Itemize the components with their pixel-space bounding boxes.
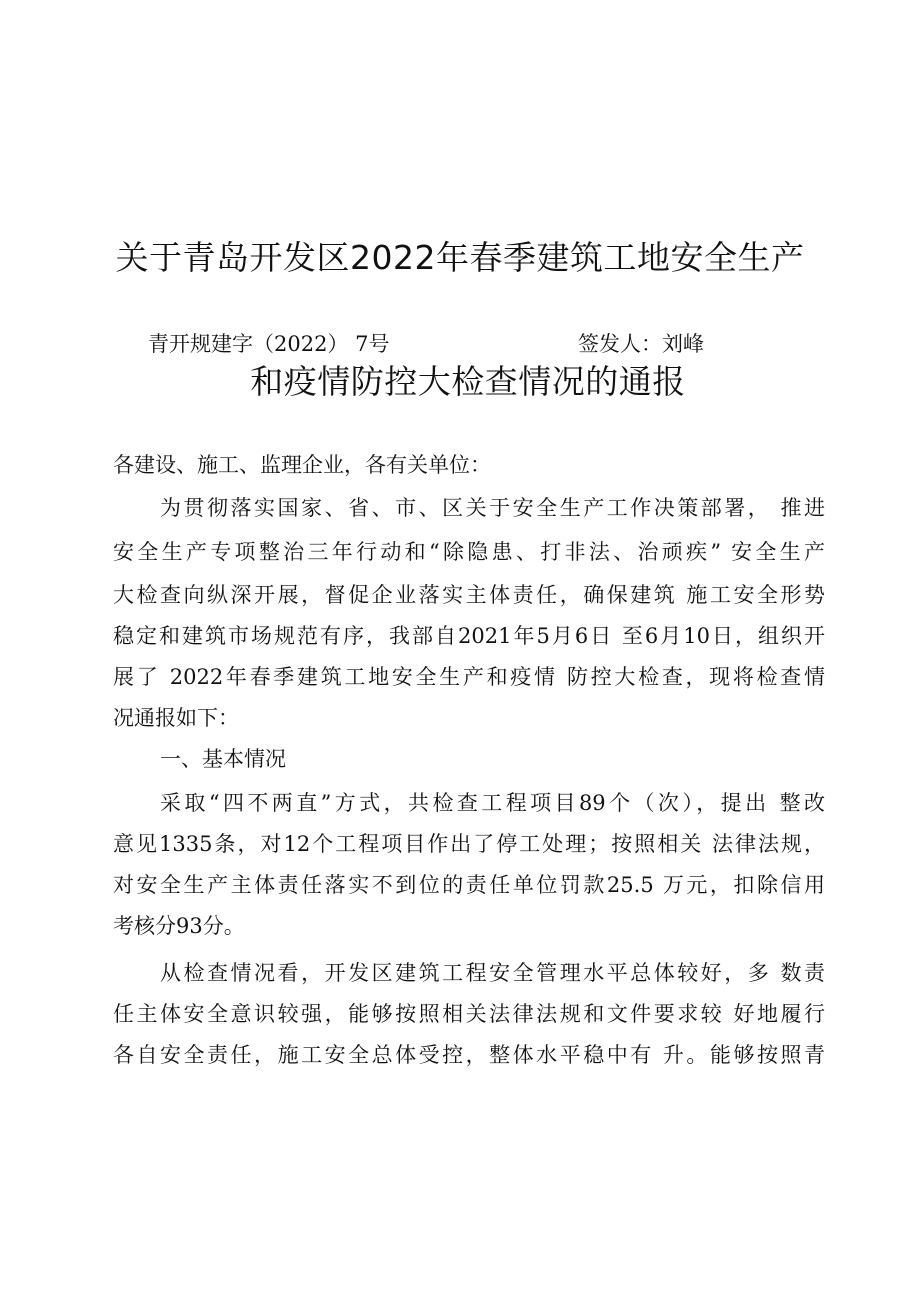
paragraph-line: 况通报如下： xyxy=(113,706,239,730)
paragraph-line: 展了 2022年春季建筑工地安全生产和疫情 防控大检查，现将检查情 xyxy=(113,665,825,689)
document-number: 青开规建字（2022） 7号 xyxy=(148,332,390,356)
salutation: 各建设、施工、监理企业，各有关单位： xyxy=(113,453,491,477)
paragraph-line: 采取“四不两直”方式，共检查工程项目89个（次），提出 整改 xyxy=(160,791,825,815)
paragraph-line: 任主体安全意识较强，能够按照相关法律法规和文件要求较 好地履行 xyxy=(113,1002,825,1026)
document-title-line-1: 关于青岛开发区2022年春季建筑工地安全生产 xyxy=(115,238,805,277)
paragraph-line: 从检查情况看，开发区建筑工程安全管理水平总体较好，多 数责 xyxy=(160,961,825,985)
paragraph-line: 稳定和建筑市场规范有序，我部自2021年5月6日 至6月10日，组织开 xyxy=(113,624,825,648)
paragraph-line: 考核分93分。 xyxy=(113,914,245,938)
paragraph-line: 大检查向纵深开展，督促企业落实主体责任，确保建筑 施工安全形势 xyxy=(113,583,825,607)
signer: 签发人：刘峰 xyxy=(578,332,704,356)
paragraph-line: 对安全生产主体责任落实不到位的责任单位罚款25.5 万元，扣除信用 xyxy=(113,873,825,897)
paragraph-line: 各自安全责任，施工安全总体受控，整体水平稳中有 升。能够按照青 xyxy=(113,1043,825,1067)
paragraph-line: 意见1335条，对12个工程项目作出了停工处理；按照相关 法律法规， xyxy=(113,832,825,856)
document-title-line-2: 和疫情防控大检查情况的通报 xyxy=(250,362,686,401)
paragraph-line: 为贯彻落实国家、省、市、区关于安全生产工作决策部署， 推进 xyxy=(160,496,825,520)
section-heading: 一、基本情况 xyxy=(160,747,286,771)
paragraph-line: 安全生产专项整治三年行动和“除隐患、打非法、治顽疾” 安全生产 xyxy=(113,540,825,564)
